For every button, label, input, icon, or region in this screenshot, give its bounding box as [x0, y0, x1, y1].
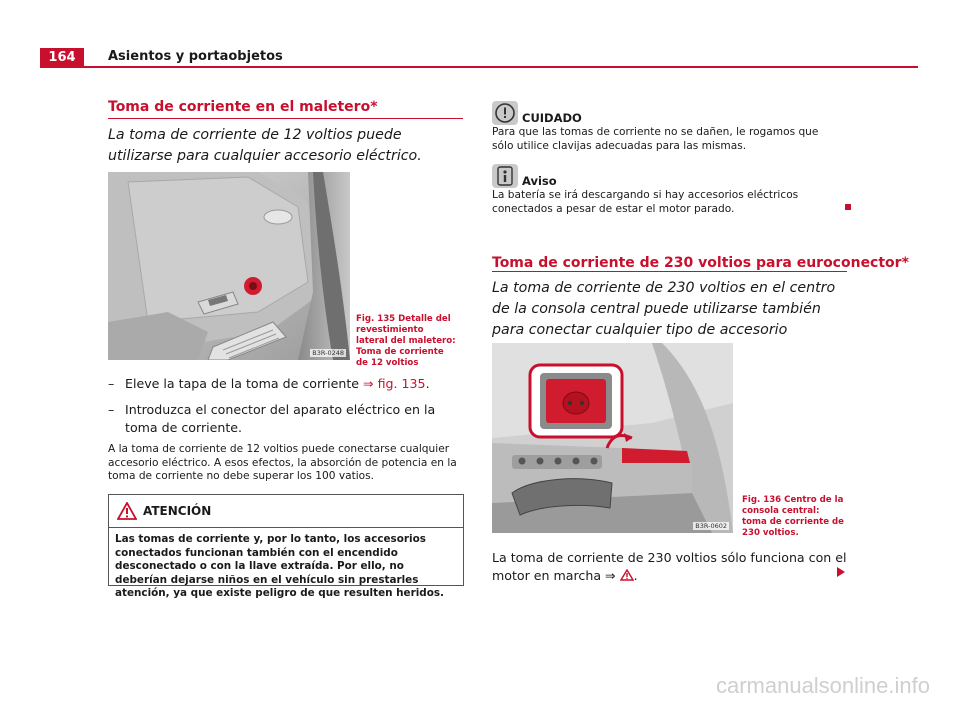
step-dash: –	[108, 376, 115, 391]
step-2	[108, 401, 452, 437]
paragraph-230v-text: La toma de corriente de 230 voltios sólo funciona con el motor en marcha ⇒	[492, 550, 847, 583]
section-rule	[492, 271, 847, 272]
continue-arrow-icon	[837, 567, 845, 577]
warning-title: ATENCIÓN	[143, 504, 212, 518]
note-title: Aviso	[522, 174, 557, 188]
figure-135-image	[108, 172, 350, 360]
step-1	[108, 375, 458, 393]
trunk-illustration	[108, 172, 350, 360]
figure-136-caption: Fig. 136 Centro de la consola central: toma de corriente de 230 voltios.	[742, 495, 845, 538]
warning-triangle-icon	[117, 502, 137, 520]
warning-header	[109, 495, 463, 528]
end-of-section-marker	[845, 204, 851, 210]
note-icon-box	[492, 164, 518, 188]
warning-triangle-icon[interactable]	[620, 569, 634, 581]
lead-230v: La toma de corriente de 230 voltios en el centro de la consola central puede utilizarse también para conectar cualquier tipo de accesorio	[492, 280, 836, 338]
step-2-text: Introduzca el conector del aparato eléctrico en la toma de corriente.	[125, 402, 436, 435]
step-1-tail: .	[425, 376, 430, 391]
caution-icon	[492, 101, 518, 125]
step-1-text: Eleve la tapa de la toma de corriente	[125, 376, 364, 391]
lead-12v: La toma de corriente de 12 voltios puede utilizarse para cualquier accesorio eléctrico.	[108, 127, 422, 164]
warning-box	[108, 494, 464, 600]
paragraph-230v-tail: .	[633, 568, 638, 583]
paragraph-230v	[492, 549, 847, 585]
section-rule	[108, 118, 463, 119]
warning-text: Las tomas de corriente y, por lo tanto, los accesorios conectados funcionan también con el encendido desconectado o con la llave extraída. Por ello, no deberían dejarse niños en el vehículo sin prestarles atención, ya que existe peligro de que resulten heridos.	[115, 533, 444, 600]
figure-136-image	[492, 343, 733, 533]
caution-icon-box	[492, 101, 518, 125]
figure-135-link[interactable]: ⇒ fig. 135	[363, 376, 426, 391]
figure-135-caption: Fig. 135 Detalle del revestimiento lateral del maletero: Toma de corriente de 12 voltios	[356, 314, 456, 368]
page-number: 164	[40, 48, 84, 68]
header-rule	[40, 66, 918, 68]
console-illustration	[492, 343, 733, 533]
step-dash: –	[108, 402, 115, 417]
note-text: La batería se irá descargando si hay accesorios eléctricos conectados a pesar de estar el motor parado.	[492, 189, 799, 215]
info-icon	[492, 164, 518, 188]
caution-title: CUIDADO	[522, 111, 582, 125]
section-title-230v: Toma de corriente de 230 voltios para euroconector*	[492, 255, 909, 271]
caution-text: Para que las tomas de corriente no se dañen, le rogamos que sólo utilice clavijas adecuadas para las mismas.	[492, 126, 819, 152]
chapter-title: Asientos y portaobjetos	[108, 49, 283, 64]
section-title-12v: Toma de corriente en el maletero*	[108, 99, 378, 115]
figure-code: B3R-0602	[695, 522, 727, 530]
paragraph-12v: A la toma de corriente de 12 voltios puede conectarse cualquier accesorio eléctrico. A esos efectos, la absorción de potencia en la toma de corriente no debe superar los 100 vatios.	[108, 443, 457, 482]
figure-code: B3R-0248	[312, 349, 344, 357]
watermark: carmanualsonline.info	[715, 673, 930, 698]
